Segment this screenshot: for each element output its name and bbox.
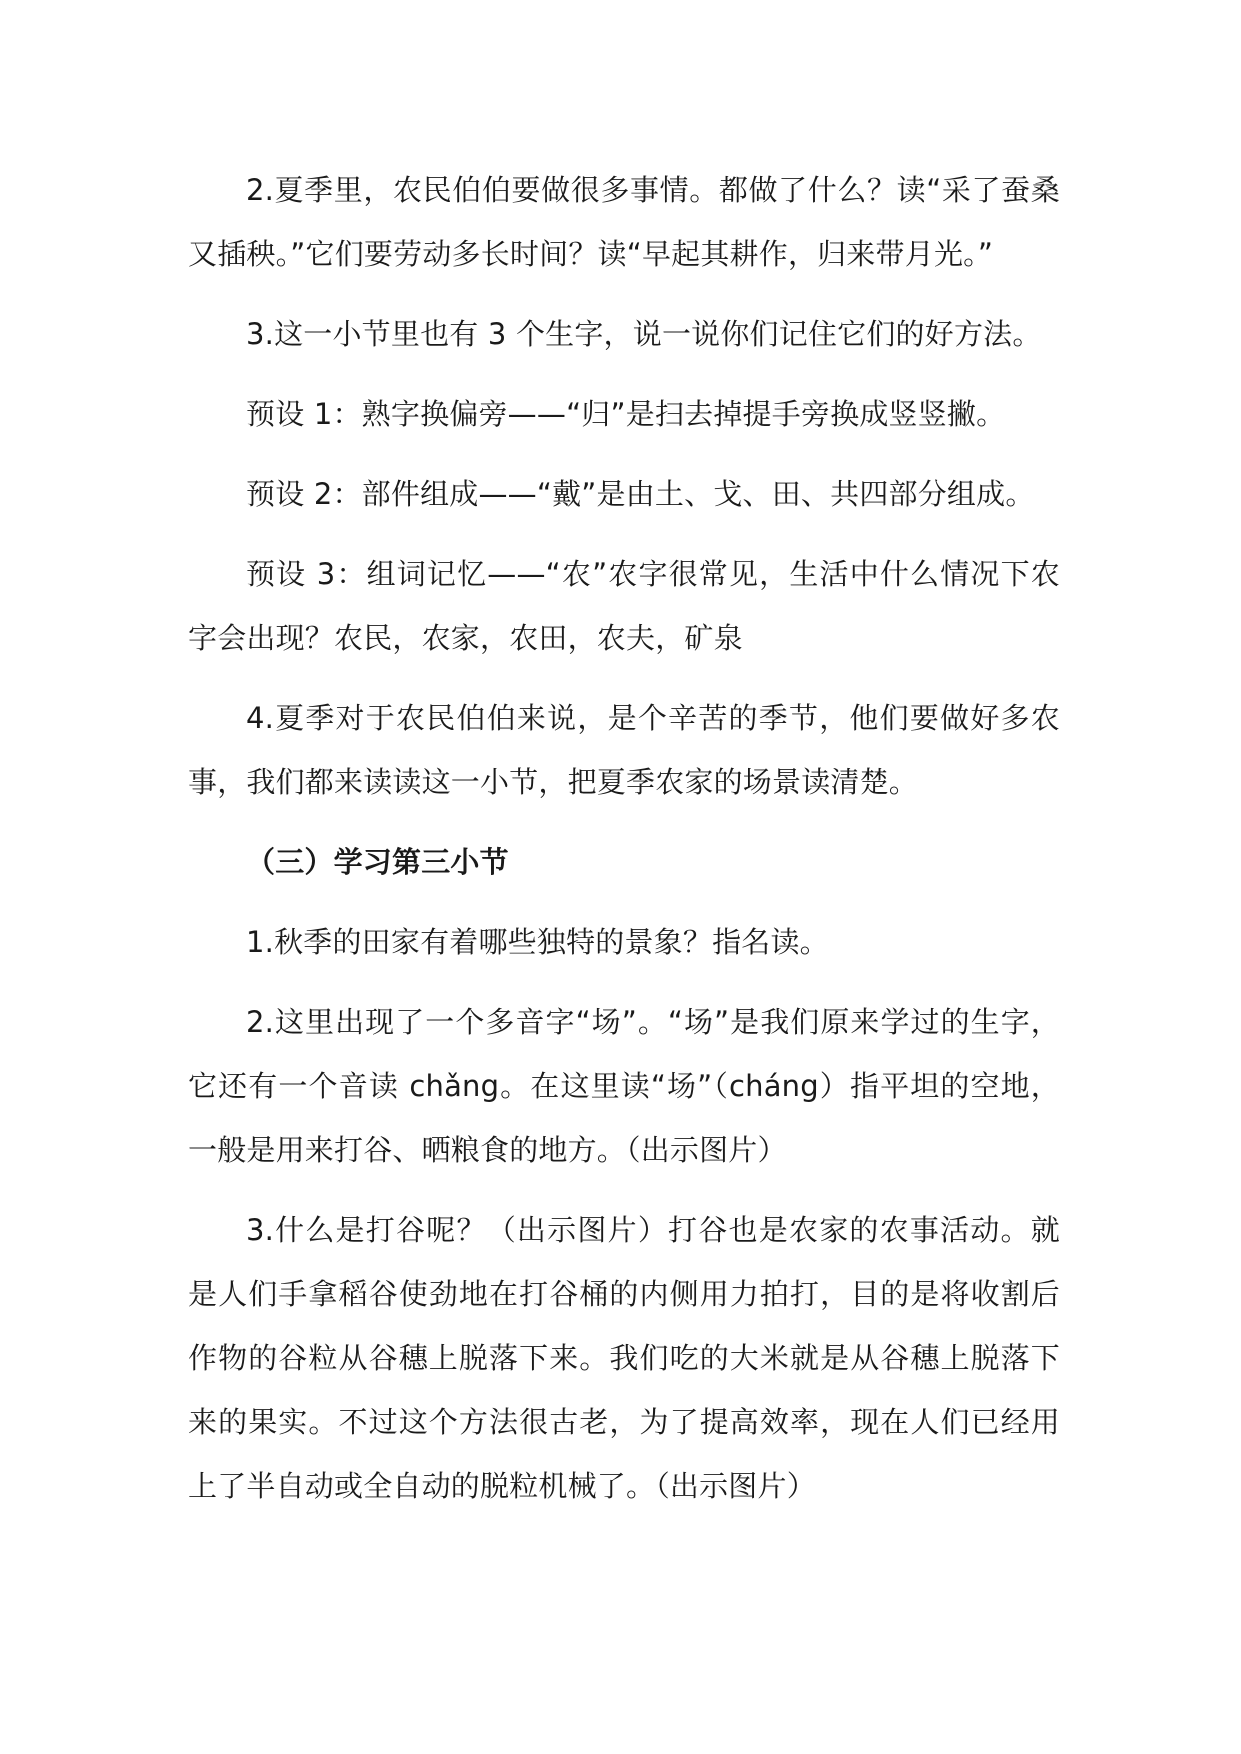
paragraph-preset-3: 预设 3：组词记忆——“农”农字很常见，生活中什么情况下农字会出现？农民，农家，农田，农夫，矿泉 bbox=[188, 557, 1060, 655]
section-heading-third: （三）学习第三小节 bbox=[246, 845, 509, 879]
paragraph-preset-2: 预设 2：部件组成——“戴”是由土、戈、田、共四部分组成。 bbox=[246, 477, 1035, 511]
paragraph-summer-reading: 4.夏季对于农民伯伯来说，是个辛苦的季节，他们要做好多农事，我们都来读读这一小节，把夏季农家的场景读清楚。 bbox=[188, 701, 1060, 799]
paragraph-three-new-characters: 3.这一小节里也有 3 个生字，说一说你们记住它们的好方法。 bbox=[246, 317, 1042, 351]
paragraph-threshing: 3.什么是打谷呢？（出示图片）打谷也是农家的农事活动。就是人们手拿稻谷使劲地在打谷桶的内侧用力拍打，目的是将收割后作物的谷粒从谷穗上脱落下来。我们吃的大米就是从谷穗上脱落下来的果实。不过这个方法很古老，为了提高效率，现在人们已经用上了半自动或全自动的脱粒机械了。（出示图片） bbox=[188, 1213, 1060, 1503]
document-body bbox=[188, 158, 1060, 1534]
paragraph-autumn-scenery: 1.秋季的田家有着哪些独特的景象？指名读。 bbox=[246, 925, 829, 959]
paragraph-summer-tasks: 2.夏季里，农民伯伯要做很多事情。都做了什么？读“采了蚕桑又插秧。”它们要劳动多长时间？读“早起其耕作，归来带月光。” bbox=[188, 173, 1060, 271]
paragraph-preset-1: 预设 1：熟字换偏旁——“归”是扫去掉提手旁换成竖竖撇。 bbox=[246, 397, 1006, 431]
paragraph-polyphonic-chang: 2.这里出现了一个多音字“场”。“场”是我们原来学过的生字，它还有一个音读 chǎng。在这里读“场”（cháng）指平坦的空地，一般是用来打谷、晒粮食的地方。（出示图片） bbox=[188, 1005, 1060, 1167]
